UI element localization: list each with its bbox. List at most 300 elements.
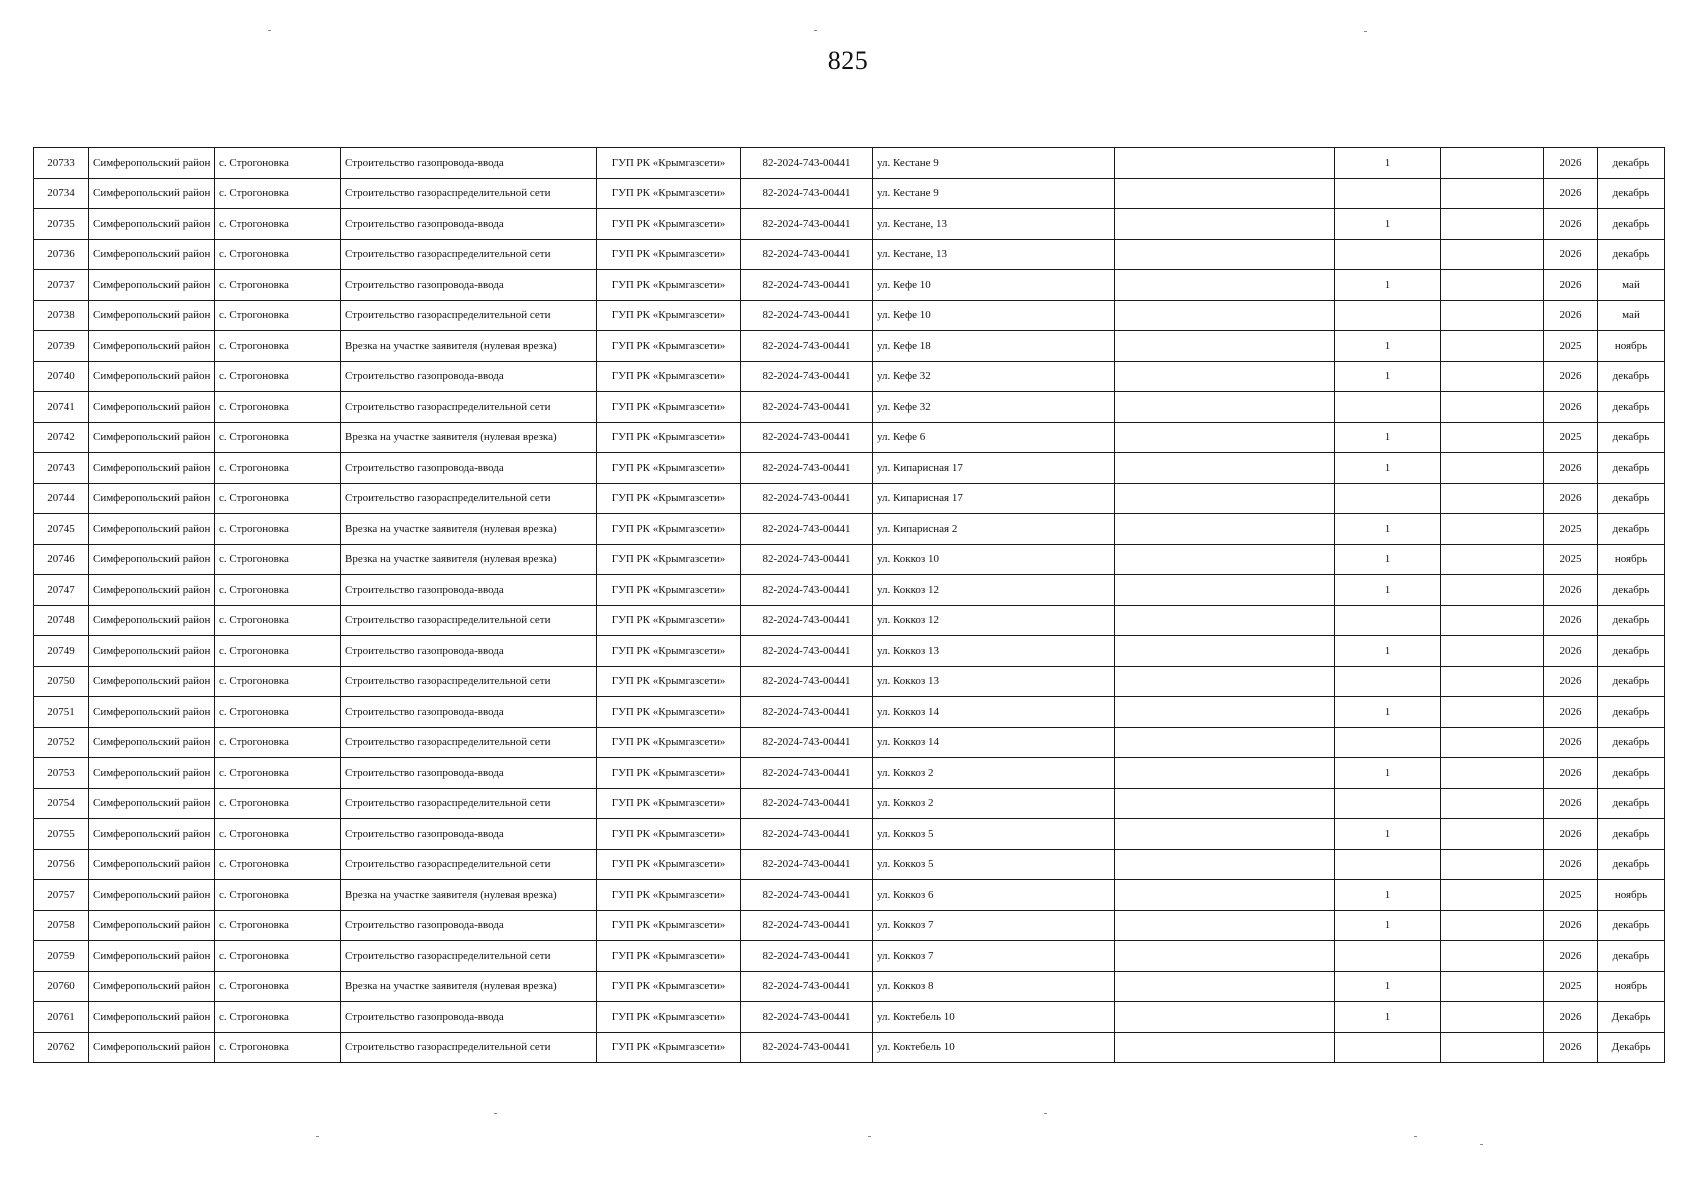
registry-code-cell: 82-2024-743-00441 bbox=[741, 1002, 873, 1033]
work-type-cell: Врезка на участке заявителя (нулевая врезка) bbox=[341, 544, 597, 575]
empty-cell bbox=[1441, 331, 1544, 362]
organization-cell: ГУП РК «Крымгазсети» bbox=[597, 392, 741, 423]
empty-cell bbox=[1441, 270, 1544, 301]
village-cell: с. Строгоновка bbox=[215, 483, 341, 514]
empty-cell bbox=[1115, 300, 1335, 331]
empty-cell bbox=[1115, 636, 1335, 667]
work-type-cell: Врезка на участке заявителя (нулевая врезка) bbox=[341, 514, 597, 545]
empty-cell bbox=[1441, 239, 1544, 270]
empty-cell bbox=[1115, 819, 1335, 850]
empty-cell bbox=[1441, 819, 1544, 850]
quantity-cell bbox=[1335, 239, 1441, 270]
work-type-cell: Строительство газораспределительной сети bbox=[341, 300, 597, 331]
empty-cell bbox=[1115, 392, 1335, 423]
empty-cell bbox=[1441, 910, 1544, 941]
year-cell: 2026 bbox=[1544, 758, 1598, 789]
work-type-cell: Строительство газораспределительной сети bbox=[341, 178, 597, 209]
address-cell: ул. Коккоз 14 bbox=[873, 727, 1115, 758]
table-row bbox=[34, 422, 1665, 453]
row-number: 20745 bbox=[34, 514, 89, 545]
address-cell: ул. Кефе 10 bbox=[873, 270, 1115, 301]
row-number: 20757 bbox=[34, 880, 89, 911]
address-cell: ул. Коккоз 6 bbox=[873, 880, 1115, 911]
quantity-cell: 1 bbox=[1335, 1002, 1441, 1033]
quantity-cell bbox=[1335, 178, 1441, 209]
empty-cell bbox=[1115, 209, 1335, 240]
scan-speck bbox=[1044, 1113, 1047, 1114]
empty-cell bbox=[1441, 971, 1544, 1002]
year-cell: 2025 bbox=[1544, 880, 1598, 911]
work-type-cell: Врезка на участке заявителя (нулевая врезка) bbox=[341, 880, 597, 911]
row-number: 20738 bbox=[34, 300, 89, 331]
work-type-cell: Строительство газораспределительной сети bbox=[341, 788, 597, 819]
registry-code-cell: 82-2024-743-00441 bbox=[741, 788, 873, 819]
register-table bbox=[33, 147, 1665, 1063]
empty-cell bbox=[1115, 605, 1335, 636]
page-number: 825 bbox=[827, 46, 869, 75]
registry-code-cell: 82-2024-743-00441 bbox=[741, 422, 873, 453]
work-type-cell: Врезка на участке заявителя (нулевая врезка) bbox=[341, 971, 597, 1002]
address-cell: ул. Коккоз 5 bbox=[873, 849, 1115, 880]
village-cell: с. Строгоновка bbox=[215, 148, 341, 179]
table-row bbox=[34, 788, 1665, 819]
table-row bbox=[34, 392, 1665, 423]
table-row bbox=[34, 819, 1665, 850]
registry-code-cell: 82-2024-743-00441 bbox=[741, 666, 873, 697]
quantity-cell: 1 bbox=[1335, 544, 1441, 575]
month-cell: Декабрь bbox=[1598, 1032, 1665, 1063]
registry-code-cell: 82-2024-743-00441 bbox=[741, 361, 873, 392]
table-row bbox=[34, 300, 1665, 331]
registry-code-cell: 82-2024-743-00441 bbox=[741, 575, 873, 606]
registry-code-cell: 82-2024-743-00441 bbox=[741, 270, 873, 301]
month-cell: ноябрь bbox=[1598, 971, 1665, 1002]
registry-code-cell: 82-2024-743-00441 bbox=[741, 544, 873, 575]
year-cell: 2025 bbox=[1544, 331, 1598, 362]
quantity-cell bbox=[1335, 392, 1441, 423]
month-cell: декабрь bbox=[1598, 575, 1665, 606]
table-row bbox=[34, 453, 1665, 484]
organization-cell: ГУП РК «Крымгазсети» bbox=[597, 941, 741, 972]
registry-code-cell: 82-2024-743-00441 bbox=[741, 392, 873, 423]
address-cell: ул. Кестане 9 bbox=[873, 178, 1115, 209]
empty-cell bbox=[1441, 575, 1544, 606]
address-cell: ул. Кефе 10 bbox=[873, 300, 1115, 331]
village-cell: с. Строгоновка bbox=[215, 910, 341, 941]
row-number: 20733 bbox=[34, 148, 89, 179]
table-row bbox=[34, 239, 1665, 270]
district-cell: Симферопольский район bbox=[89, 300, 215, 331]
empty-cell bbox=[1115, 849, 1335, 880]
row-number: 20736 bbox=[34, 239, 89, 270]
empty-cell bbox=[1441, 880, 1544, 911]
table-row bbox=[34, 636, 1665, 667]
year-cell: 2025 bbox=[1544, 971, 1598, 1002]
district-cell: Симферопольский район bbox=[89, 575, 215, 606]
village-cell: с. Строгоновка bbox=[215, 849, 341, 880]
village-cell: с. Строгоновка bbox=[215, 788, 341, 819]
empty-cell bbox=[1115, 422, 1335, 453]
district-cell: Симферопольский район bbox=[89, 1002, 215, 1033]
address-cell: ул. Коккоз 2 bbox=[873, 788, 1115, 819]
row-number: 20744 bbox=[34, 483, 89, 514]
month-cell: декабрь bbox=[1598, 636, 1665, 667]
organization-cell: ГУП РК «Крымгазсети» bbox=[597, 575, 741, 606]
district-cell: Симферопольский район bbox=[89, 941, 215, 972]
organization-cell: ГУП РК «Крымгазсети» bbox=[597, 788, 741, 819]
year-cell: 2026 bbox=[1544, 300, 1598, 331]
empty-cell bbox=[1441, 544, 1544, 575]
village-cell: с. Строгоновка bbox=[215, 666, 341, 697]
registry-code-cell: 82-2024-743-00441 bbox=[741, 605, 873, 636]
month-cell: декабрь bbox=[1598, 239, 1665, 270]
work-type-cell: Строительство газопровода-ввода bbox=[341, 575, 597, 606]
table-row bbox=[34, 361, 1665, 392]
month-cell: декабрь bbox=[1598, 605, 1665, 636]
month-cell: ноябрь bbox=[1598, 544, 1665, 575]
registry-code-cell: 82-2024-743-00441 bbox=[741, 971, 873, 1002]
empty-cell bbox=[1115, 575, 1335, 606]
village-cell: с. Строгоновка bbox=[215, 758, 341, 789]
organization-cell: ГУП РК «Крымгазсети» bbox=[597, 1032, 741, 1063]
empty-cell bbox=[1115, 148, 1335, 179]
quantity-cell bbox=[1335, 483, 1441, 514]
row-number: 20755 bbox=[34, 819, 89, 850]
quantity-cell: 1 bbox=[1335, 880, 1441, 911]
registry-code-cell: 82-2024-743-00441 bbox=[741, 819, 873, 850]
organization-cell: ГУП РК «Крымгазсети» bbox=[597, 636, 741, 667]
address-cell: ул. Коккоз 12 bbox=[873, 575, 1115, 606]
scan-speck bbox=[268, 30, 271, 31]
empty-cell bbox=[1441, 422, 1544, 453]
empty-cell bbox=[1115, 331, 1335, 362]
district-cell: Симферопольский район bbox=[89, 819, 215, 850]
village-cell: с. Строгоновка bbox=[215, 697, 341, 728]
month-cell: ноябрь bbox=[1598, 880, 1665, 911]
table-row bbox=[34, 849, 1665, 880]
work-type-cell: Строительство газораспределительной сети bbox=[341, 1032, 597, 1063]
organization-cell: ГУП РК «Крымгазсети» bbox=[597, 453, 741, 484]
work-type-cell: Строительство газораспределительной сети bbox=[341, 392, 597, 423]
organization-cell: ГУП РК «Крымгазсети» bbox=[597, 758, 741, 789]
organization-cell: ГУП РК «Крымгазсети» bbox=[597, 483, 741, 514]
month-cell: декабрь bbox=[1598, 148, 1665, 179]
quantity-cell: 1 bbox=[1335, 971, 1441, 1002]
quantity-cell: 1 bbox=[1335, 575, 1441, 606]
address-cell: ул. Кестане, 13 bbox=[873, 209, 1115, 240]
year-cell: 2026 bbox=[1544, 178, 1598, 209]
empty-cell bbox=[1115, 971, 1335, 1002]
empty-cell bbox=[1441, 941, 1544, 972]
empty-cell bbox=[1115, 483, 1335, 514]
organization-cell: ГУП РК «Крымгазсети» bbox=[597, 544, 741, 575]
district-cell: Симферопольский район bbox=[89, 239, 215, 270]
scan-speck bbox=[868, 1136, 871, 1137]
quantity-cell bbox=[1335, 666, 1441, 697]
year-cell: 2026 bbox=[1544, 209, 1598, 240]
row-number: 20741 bbox=[34, 392, 89, 423]
quantity-cell bbox=[1335, 788, 1441, 819]
organization-cell: ГУП РК «Крымгазсети» bbox=[597, 697, 741, 728]
year-cell: 2025 bbox=[1544, 544, 1598, 575]
row-number: 20753 bbox=[34, 758, 89, 789]
quantity-cell: 1 bbox=[1335, 453, 1441, 484]
village-cell: с. Строгоновка bbox=[215, 605, 341, 636]
address-cell: ул. Коккоз 12 bbox=[873, 605, 1115, 636]
district-cell: Симферопольский район bbox=[89, 361, 215, 392]
month-cell: декабрь bbox=[1598, 941, 1665, 972]
registry-code-cell: 82-2024-743-00441 bbox=[741, 300, 873, 331]
address-cell: ул. Коккоз 14 bbox=[873, 697, 1115, 728]
district-cell: Симферопольский район bbox=[89, 1032, 215, 1063]
table-row bbox=[34, 880, 1665, 911]
empty-cell bbox=[1441, 727, 1544, 758]
organization-cell: ГУП РК «Крымгазсети» bbox=[597, 819, 741, 850]
empty-cell bbox=[1115, 544, 1335, 575]
month-cell: декабрь bbox=[1598, 422, 1665, 453]
year-cell: 2026 bbox=[1544, 270, 1598, 301]
organization-cell: ГУП РК «Крымгазсети» bbox=[597, 514, 741, 545]
empty-cell bbox=[1441, 697, 1544, 728]
village-cell: с. Строгоновка bbox=[215, 1032, 341, 1063]
month-cell: Декабрь bbox=[1598, 1002, 1665, 1033]
row-number: 20754 bbox=[34, 788, 89, 819]
row-number: 20747 bbox=[34, 575, 89, 606]
month-cell: декабрь bbox=[1598, 788, 1665, 819]
village-cell: с. Строгоновка bbox=[215, 727, 341, 758]
registry-code-cell: 82-2024-743-00441 bbox=[741, 880, 873, 911]
month-cell: декабрь bbox=[1598, 483, 1665, 514]
village-cell: с. Строгоновка bbox=[215, 361, 341, 392]
organization-cell: ГУП РК «Крымгазсети» bbox=[597, 148, 741, 179]
table-row bbox=[34, 666, 1665, 697]
row-number: 20734 bbox=[34, 178, 89, 209]
organization-cell: ГУП РК «Крымгазсети» bbox=[597, 971, 741, 1002]
table-row bbox=[34, 605, 1665, 636]
month-cell: декабрь bbox=[1598, 819, 1665, 850]
empty-cell bbox=[1115, 178, 1335, 209]
work-type-cell: Строительство газопровода-ввода bbox=[341, 758, 597, 789]
table-row bbox=[34, 727, 1665, 758]
table-row bbox=[34, 148, 1665, 179]
empty-cell bbox=[1441, 300, 1544, 331]
year-cell: 2026 bbox=[1544, 910, 1598, 941]
row-number: 20749 bbox=[34, 636, 89, 667]
scan-speck bbox=[494, 1113, 497, 1114]
registry-code-cell: 82-2024-743-00441 bbox=[741, 849, 873, 880]
table-row bbox=[34, 1002, 1665, 1033]
row-number: 20743 bbox=[34, 453, 89, 484]
district-cell: Симферопольский район bbox=[89, 209, 215, 240]
quantity-cell: 1 bbox=[1335, 148, 1441, 179]
village-cell: с. Строгоновка bbox=[215, 880, 341, 911]
month-cell: декабрь bbox=[1598, 758, 1665, 789]
month-cell: декабрь bbox=[1598, 727, 1665, 758]
work-type-cell: Строительство газораспределительной сети bbox=[341, 605, 597, 636]
registry-code-cell: 82-2024-743-00441 bbox=[741, 331, 873, 362]
year-cell: 2026 bbox=[1544, 148, 1598, 179]
row-number: 20756 bbox=[34, 849, 89, 880]
organization-cell: ГУП РК «Крымгазсети» bbox=[597, 300, 741, 331]
work-type-cell: Строительство газораспределительной сети bbox=[341, 239, 597, 270]
empty-cell bbox=[1441, 605, 1544, 636]
year-cell: 2026 bbox=[1544, 1032, 1598, 1063]
village-cell: с. Строгоновка bbox=[215, 971, 341, 1002]
work-type-cell: Строительство газораспределительной сети bbox=[341, 727, 597, 758]
month-cell: ноябрь bbox=[1598, 331, 1665, 362]
quantity-cell: 1 bbox=[1335, 361, 1441, 392]
year-cell: 2026 bbox=[1544, 849, 1598, 880]
work-type-cell: Строительство газораспределительной сети bbox=[341, 849, 597, 880]
registry-code-cell: 82-2024-743-00441 bbox=[741, 209, 873, 240]
empty-cell bbox=[1115, 453, 1335, 484]
row-number: 20742 bbox=[34, 422, 89, 453]
year-cell: 2026 bbox=[1544, 666, 1598, 697]
year-cell: 2026 bbox=[1544, 697, 1598, 728]
district-cell: Симферопольский район bbox=[89, 392, 215, 423]
registry-code-cell: 82-2024-743-00441 bbox=[741, 636, 873, 667]
district-cell: Симферопольский район bbox=[89, 758, 215, 789]
district-cell: Симферопольский район bbox=[89, 483, 215, 514]
month-cell: декабрь bbox=[1598, 666, 1665, 697]
quantity-cell: 1 bbox=[1335, 331, 1441, 362]
row-number: 20752 bbox=[34, 727, 89, 758]
month-cell: май bbox=[1598, 270, 1665, 301]
village-cell: с. Строгоновка bbox=[215, 392, 341, 423]
year-cell: 2025 bbox=[1544, 514, 1598, 545]
table-row bbox=[34, 483, 1665, 514]
row-number: 20740 bbox=[34, 361, 89, 392]
work-type-cell: Строительство газопровода-ввода bbox=[341, 1002, 597, 1033]
work-type-cell: Строительство газопровода-ввода bbox=[341, 361, 597, 392]
organization-cell: ГУП РК «Крымгазсети» bbox=[597, 605, 741, 636]
month-cell: декабрь bbox=[1598, 209, 1665, 240]
month-cell: декабрь bbox=[1598, 392, 1665, 423]
address-cell: ул. Кефе 18 bbox=[873, 331, 1115, 362]
district-cell: Симферопольский район bbox=[89, 331, 215, 362]
address-cell: ул. Кипарисная 17 bbox=[873, 483, 1115, 514]
year-cell: 2026 bbox=[1544, 361, 1598, 392]
scan-speck bbox=[814, 30, 817, 31]
registry-code-cell: 82-2024-743-00441 bbox=[741, 910, 873, 941]
village-cell: с. Строгоновка bbox=[215, 300, 341, 331]
address-cell: ул. Коктебель 10 bbox=[873, 1002, 1115, 1033]
register-body bbox=[34, 148, 1665, 1063]
year-cell: 2026 bbox=[1544, 636, 1598, 667]
empty-cell bbox=[1115, 910, 1335, 941]
empty-cell bbox=[1441, 1002, 1544, 1033]
organization-cell: ГУП РК «Крымгазсети» bbox=[597, 880, 741, 911]
quantity-cell: 1 bbox=[1335, 636, 1441, 667]
year-cell: 2025 bbox=[1544, 422, 1598, 453]
address-cell: ул. Коккоз 13 bbox=[873, 636, 1115, 667]
quantity-cell bbox=[1335, 300, 1441, 331]
address-cell: ул. Коктебель 10 bbox=[873, 1032, 1115, 1063]
work-type-cell: Строительство газопровода-ввода bbox=[341, 453, 597, 484]
organization-cell: ГУП РК «Крымгазсети» bbox=[597, 666, 741, 697]
work-type-cell: Строительство газораспределительной сети bbox=[341, 941, 597, 972]
empty-cell bbox=[1441, 483, 1544, 514]
district-cell: Симферопольский район bbox=[89, 270, 215, 301]
year-cell: 2026 bbox=[1544, 239, 1598, 270]
empty-cell bbox=[1115, 270, 1335, 301]
organization-cell: ГУП РК «Крымгазсети» bbox=[597, 422, 741, 453]
village-cell: с. Строгоновка bbox=[215, 514, 341, 545]
month-cell: декабрь bbox=[1598, 849, 1665, 880]
empty-cell bbox=[1441, 788, 1544, 819]
village-cell: с. Строгоновка bbox=[215, 636, 341, 667]
address-cell: ул. Коккоз 7 bbox=[873, 941, 1115, 972]
district-cell: Симферопольский район bbox=[89, 178, 215, 209]
quantity-cell: 1 bbox=[1335, 910, 1441, 941]
month-cell: май bbox=[1598, 300, 1665, 331]
row-number: 20746 bbox=[34, 544, 89, 575]
work-type-cell: Строительство газораспределительной сети bbox=[341, 483, 597, 514]
table-row bbox=[34, 697, 1665, 728]
quantity-cell: 1 bbox=[1335, 819, 1441, 850]
district-cell: Симферопольский район bbox=[89, 514, 215, 545]
registry-code-cell: 82-2024-743-00441 bbox=[741, 483, 873, 514]
organization-cell: ГУП РК «Крымгазсети» bbox=[597, 849, 741, 880]
month-cell: декабрь bbox=[1598, 514, 1665, 545]
quantity-cell: 1 bbox=[1335, 422, 1441, 453]
work-type-cell: Строительство газопровода-ввода bbox=[341, 910, 597, 941]
scan-speck bbox=[1364, 31, 1367, 32]
empty-cell bbox=[1115, 239, 1335, 270]
year-cell: 2026 bbox=[1544, 727, 1598, 758]
year-cell: 2026 bbox=[1544, 453, 1598, 484]
empty-cell bbox=[1115, 666, 1335, 697]
registry-code-cell: 82-2024-743-00441 bbox=[741, 453, 873, 484]
organization-cell: ГУП РК «Крымгазсети» bbox=[597, 727, 741, 758]
table-row bbox=[34, 331, 1665, 362]
village-cell: с. Строгоновка bbox=[215, 422, 341, 453]
address-cell: ул. Кестане 9 bbox=[873, 148, 1115, 179]
address-cell: ул. Кефе 6 bbox=[873, 422, 1115, 453]
district-cell: Симферопольский район bbox=[89, 849, 215, 880]
table-row bbox=[34, 971, 1665, 1002]
registry-code-cell: 82-2024-743-00441 bbox=[741, 178, 873, 209]
row-number: 20739 bbox=[34, 331, 89, 362]
year-cell: 2026 bbox=[1544, 1002, 1598, 1033]
row-number: 20748 bbox=[34, 605, 89, 636]
row-number: 20761 bbox=[34, 1002, 89, 1033]
registry-code-cell: 82-2024-743-00441 bbox=[741, 697, 873, 728]
registry-code-cell: 82-2024-743-00441 bbox=[741, 1032, 873, 1063]
empty-cell bbox=[1115, 697, 1335, 728]
address-cell: ул. Кефе 32 bbox=[873, 361, 1115, 392]
year-cell: 2026 bbox=[1544, 483, 1598, 514]
quantity-cell: 1 bbox=[1335, 514, 1441, 545]
village-cell: с. Строгоновка bbox=[215, 453, 341, 484]
village-cell: с. Строгоновка bbox=[215, 331, 341, 362]
table-row bbox=[34, 514, 1665, 545]
month-cell: декабрь bbox=[1598, 361, 1665, 392]
table-row bbox=[34, 270, 1665, 301]
district-cell: Симферопольский район bbox=[89, 880, 215, 911]
year-cell: 2026 bbox=[1544, 605, 1598, 636]
year-cell: 2026 bbox=[1544, 575, 1598, 606]
address-cell: ул. Кестане, 13 bbox=[873, 239, 1115, 270]
row-number: 20737 bbox=[34, 270, 89, 301]
registry-code-cell: 82-2024-743-00441 bbox=[741, 941, 873, 972]
district-cell: Симферопольский район bbox=[89, 422, 215, 453]
month-cell: декабрь bbox=[1598, 178, 1665, 209]
empty-cell bbox=[1441, 758, 1544, 789]
address-cell: ул. Кефе 32 bbox=[873, 392, 1115, 423]
district-cell: Симферопольский район bbox=[89, 544, 215, 575]
row-number: 20759 bbox=[34, 941, 89, 972]
